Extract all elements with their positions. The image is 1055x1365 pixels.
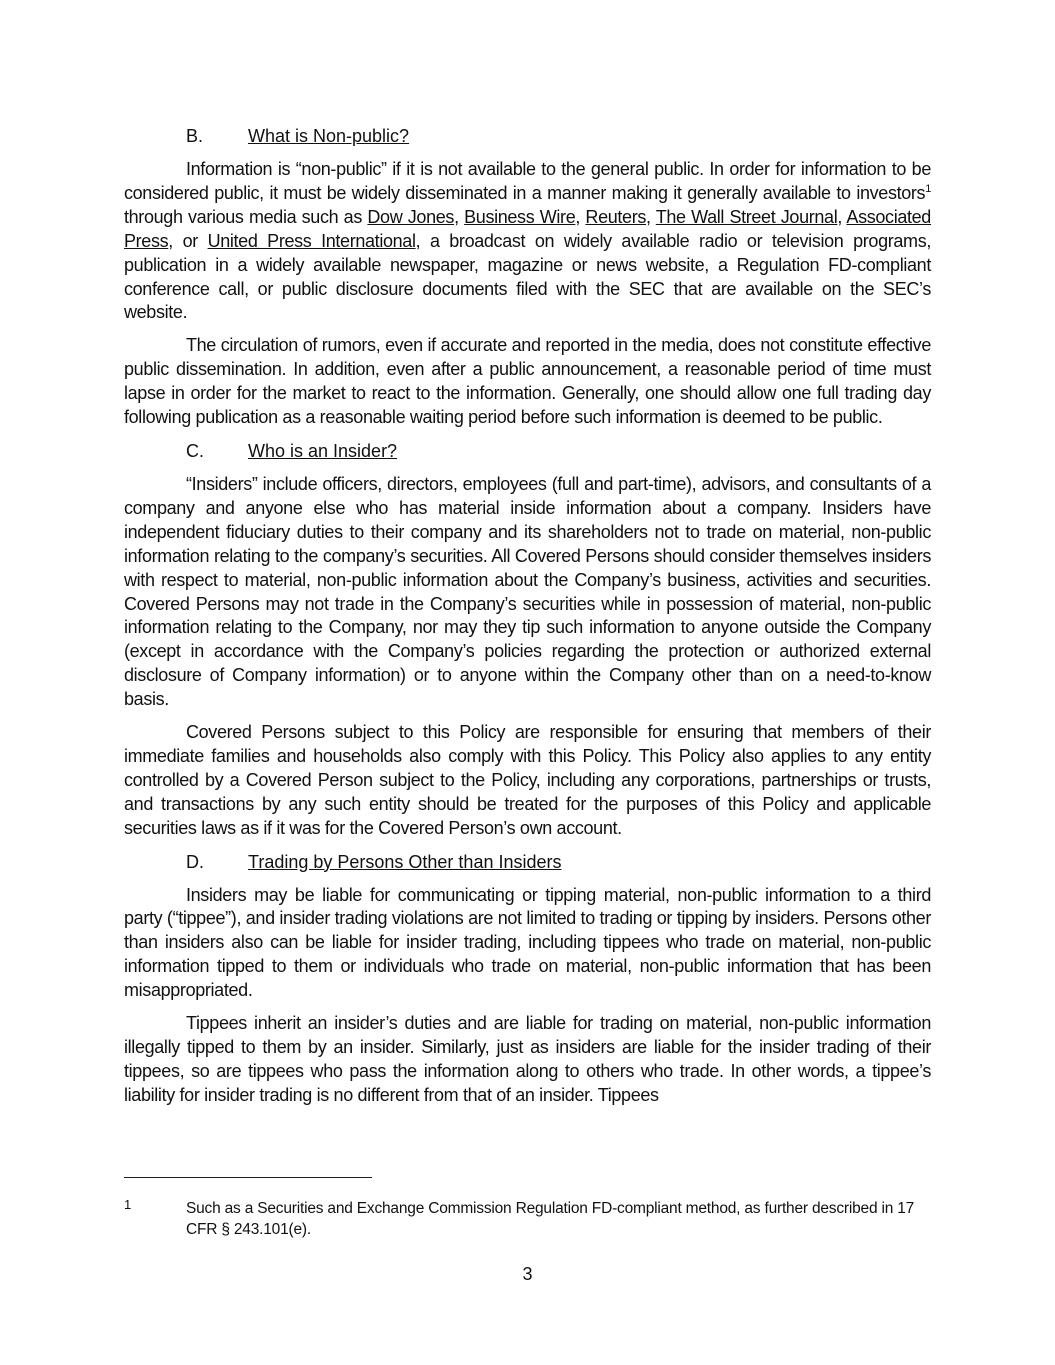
media-wall-street-journal: The Wall Street Journal	[655, 206, 838, 227]
text-run: , a broadcast on widely available radio or television programs, publication in a widely available newspaper, magazine or news website, a Regulation FD-compliant conference call, or public disclosure documents filed with the SEC that are available on the SEC’s website.	[124, 230, 931, 323]
section-heading-b	[124, 124, 931, 148]
separator: ,	[454, 206, 465, 227]
section-title: Trading by Persons Other than Insiders	[248, 851, 562, 872]
paragraph-rumors: The circulation of rumors, even if accurate and reported in the media, does not constitute effective public dissemination. In addition, even after a public announcement, a reasonable period of time must lapse in order for the market to react to the information. Generally, one should allow one full trading day following publication as a reasonable waiting period before such information is deemed to be public.	[124, 335, 931, 428]
page-content	[124, 124, 931, 1117]
paragraph-insiders-definition: “Insiders” include officers, directors, employees (full and part-time), advisors, and consultants of a company and anyone else who has material inside information about a company. Insiders have independent fiduciary duties to their company and its shareholders not to trade on material, non-public information relating to the company’s securities. All Covered Persons should consider themselves insiders with respect to material, non-public information about the Company’s business, activities and securities. Covered Persons may not trade in the Company’s securities while in possession of material, non-public information relating to the Company, nor may they tip such information to anyone outside the Company (except in accordance with the Company’s policies regarding the protection or authorized external disclosure of Company information) or to anyone within the Company other than on a need-to-know basis.	[124, 473, 931, 710]
page-number: 3	[522, 1264, 533, 1284]
footnote-reference: 1	[925, 182, 931, 195]
media-united-press-international: United Press International	[207, 230, 416, 251]
paragraph-tipping: Insiders may be liable for communicating or tipping material, non-public information to a third party (“tippee”), and insider trading violations are not limited to trading or tipping by insiders. Persons other than insiders also can be liable for insider trading, including tippees who trade on material, non-public information tipped to them or individuals who trade on material, non-public information that has been misappropriated.	[124, 884, 931, 1001]
separator: ,	[646, 206, 656, 227]
footnote	[124, 1198, 924, 1240]
section-number: B.	[186, 126, 204, 146]
section-heading-c	[124, 439, 931, 463]
paragraph-tippees: Tippees inherit an insider’s duties and are liable for trading on material, non-public information illegally tipped to them by an insider. Similarly, just as insiders are liable for the insider trading of their tippees, so are tippees who pass the information along to others who trade. In other words, a tippee’s liability for insider trading is no different from that of an insider. Tippees	[124, 1013, 931, 1105]
footnote-text: Such as a Securities and Exchange Commission Regulation FD-compliant method, as further described in 17 CFR § 243.101(e).	[186, 1200, 915, 1238]
media-business-wire: Business Wire	[464, 206, 576, 227]
separator: ,	[575, 206, 586, 227]
section-number: C.	[186, 440, 204, 461]
paragraph-covered-persons: Covered Persons subject to this Policy are responsible for ensuring that members of their immediate families and households also comply with this Policy. This Policy also applies to any entity controlled by a Covered Person subject to the Policy, including any corporations, partnerships or trusts, and transactions by any such entity should be treated for the purposes of this Policy and applicable securities laws as if it was for the Covered Person’s own account.	[124, 722, 931, 838]
footnote-mark: 1	[124, 1197, 132, 1212]
section-number: D.	[186, 851, 204, 872]
text-run: through various media such as	[124, 206, 368, 227]
separator: , or	[168, 230, 208, 251]
text-run: Information is “non-public” if it is not available to the general public. In order for information to be considered public, it must be widely disseminated in a manner making it generally available to investors	[124, 159, 931, 203]
media-dow-jones: Dow Jones	[367, 206, 455, 227]
media-reuters: Reuters	[585, 206, 646, 227]
section-title: What is Non-public?	[248, 126, 410, 146]
media-associated-press: Associated Press	[124, 206, 931, 251]
section-title: Who is an Insider?	[248, 440, 398, 461]
footnote-separator	[124, 1177, 372, 1178]
separator: ,	[837, 206, 847, 227]
paragraph-non-public-definition	[124, 158, 931, 325]
section-heading-d	[124, 850, 931, 874]
